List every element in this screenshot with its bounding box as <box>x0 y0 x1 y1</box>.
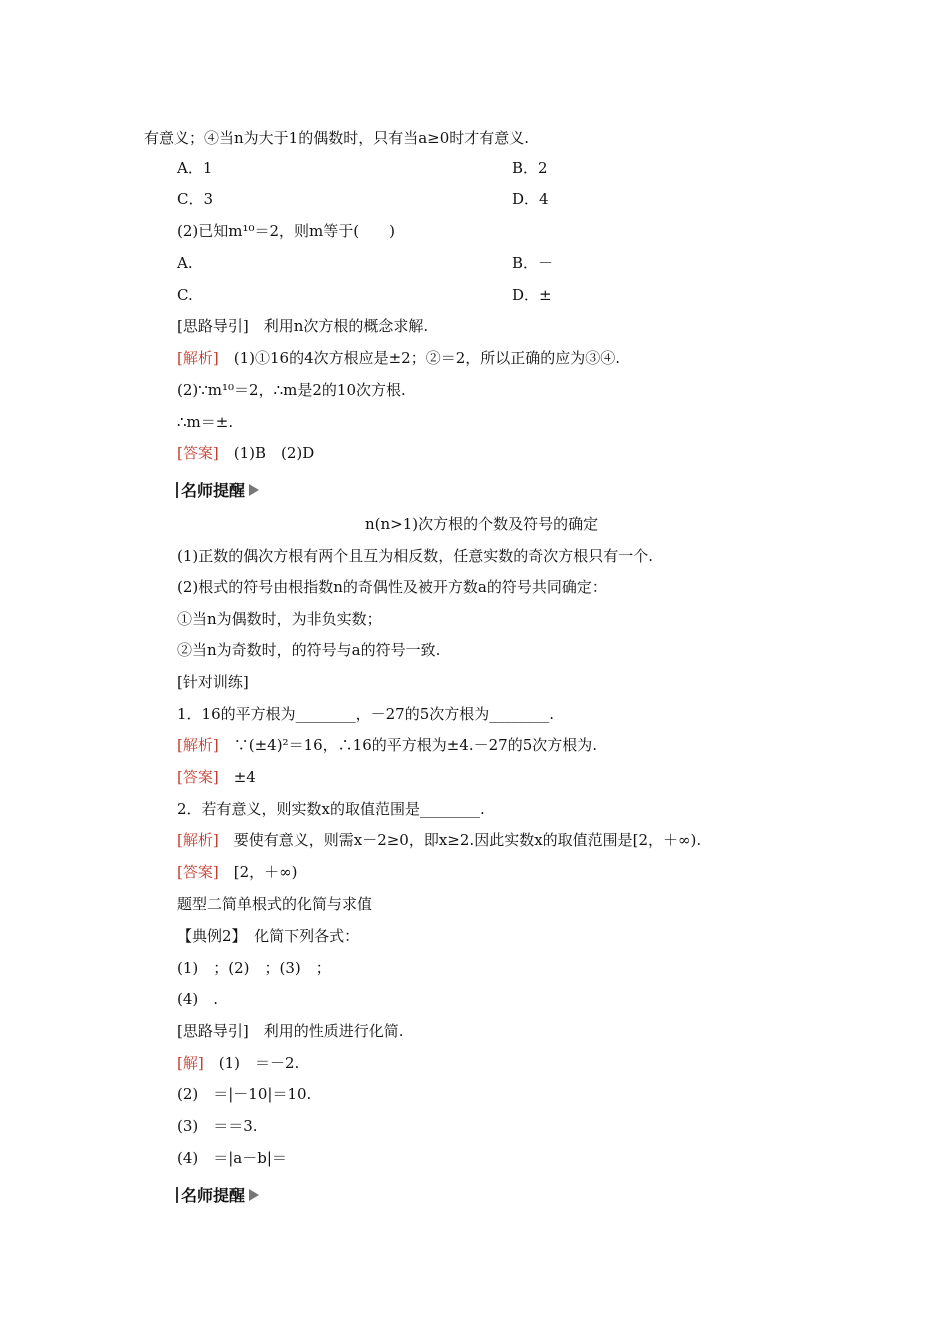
practice2-answer-label: [答案] <box>177 863 219 881</box>
practice1-analysis-text: ∵(±4)²＝16，∴16的平方根为±4.－27的5次方根为. <box>233 736 598 754</box>
play-arrow-icon <box>249 1189 259 1201</box>
type2-heading: 题型二简单根式的化简与求值 <box>177 895 373 913</box>
tip1-line3: ①当n为偶数时，为非负实数； <box>177 610 382 628</box>
example2-item4: (4) . <box>177 990 219 1008</box>
analysis1-line <box>177 348 620 368</box>
solution-label: [解] <box>177 1054 204 1072</box>
practice2-question: 2．若有意义，则实数x的取值范围是________. <box>177 800 485 818</box>
tip-bar-icon <box>176 1187 178 1203</box>
practice1-question: 1．16的平方根为________，－27的5次方根为________. <box>177 705 555 723</box>
example2-text: 化简下列各式： <box>254 927 360 945</box>
tip1-line4: ②当n为奇数时，的符号与a的符号一致. <box>177 641 441 659</box>
q1-option-c: C．3 <box>177 190 214 208</box>
q2-option-c: C. <box>177 286 193 304</box>
guide2-text: 利用的性质进行化简. <box>263 1022 404 1040</box>
analysis1-line3: ∴m＝±. <box>177 413 234 431</box>
guide1-text: 利用n次方根的概念求解. <box>263 317 429 335</box>
solution-line2: (2) ＝|－10|＝10. <box>177 1085 312 1103</box>
q2-stem: (2)已知m¹⁰＝2，则m等于( ) <box>177 222 395 240</box>
practice-label: [针对训练] <box>177 673 249 691</box>
guide2-line <box>177 1021 404 1041</box>
answer1-label: [答案] <box>177 444 219 462</box>
q1-option-b: B．2 <box>512 159 548 177</box>
practice2-answer <box>177 862 297 882</box>
analysis1-label: [解析] <box>177 349 219 367</box>
guide2-label: [思路导引] <box>177 1022 249 1040</box>
teacher-tip-heading-2 <box>176 1185 259 1207</box>
example2-label: 【典例2】 <box>177 927 240 945</box>
practice2-analysis <box>177 830 701 850</box>
play-arrow-icon <box>249 484 259 496</box>
example2-line <box>177 926 359 946</box>
solution-line4: (4) ＝|a－b|＝ <box>177 1149 287 1167</box>
practice1-answer-label: [答案] <box>177 768 219 786</box>
tip1-title: n(n>1)次方根的个数及符号的确定 <box>365 515 599 533</box>
solution-text1: (1) ＝－2. <box>218 1054 300 1072</box>
intro-line: 有意义；④当n为大于1的偶数时，只有当a≥0时才有意义. <box>144 129 530 147</box>
guide1-line <box>177 316 428 336</box>
practice2-analysis-text: 要使有意义，则需x－2≥0，即x≥2.因此实数x的取值范围是[2，＋∞). <box>233 831 702 849</box>
practice1-answer-text: ±4 <box>233 768 256 786</box>
practice2-answer-text: [2，＋∞) <box>233 863 298 881</box>
q2-option-d: D．± <box>512 286 552 304</box>
tip-bar-icon <box>176 482 178 498</box>
tip2-label: 名师提醒 <box>181 1186 246 1205</box>
solution-line1 <box>177 1053 299 1073</box>
practice1-analysis <box>177 735 597 755</box>
q2-option-b: B．－ <box>512 254 554 272</box>
teacher-tip-heading <box>176 480 259 502</box>
tip1-label: 名师提醒 <box>181 481 246 500</box>
tip1-line2: (2)根式的符号由根指数n的奇偶性及被开方数a的符号共同确定： <box>177 578 607 596</box>
tip1-line1: (1)正数的偶次方根有两个且互为相反数，任意实数的奇次方根只有一个. <box>177 547 654 565</box>
practice1-analysis-label: [解析] <box>177 736 219 754</box>
q1-option-d: D．4 <box>512 190 549 208</box>
analysis1-text: (1)①16的4次方根应是±2；②＝2，所以正确的应为③④. <box>233 349 621 367</box>
solution-line3: (3) ＝＝3. <box>177 1117 258 1135</box>
answer1-text: (1)B (2)D <box>233 444 315 462</box>
answer1-line <box>177 443 314 463</box>
practice2-analysis-label: [解析] <box>177 831 219 849</box>
practice1-answer <box>177 767 256 787</box>
q1-option-a: A．1 <box>177 159 213 177</box>
analysis1-line2: (2)∵m¹⁰＝2，∴m是2的10次方根. <box>177 381 406 399</box>
guide1-label: [思路导引] <box>177 317 249 335</box>
q2-option-a: A. <box>177 254 193 272</box>
example2-items: (1) ；(2) ；(3) ； <box>177 959 331 977</box>
